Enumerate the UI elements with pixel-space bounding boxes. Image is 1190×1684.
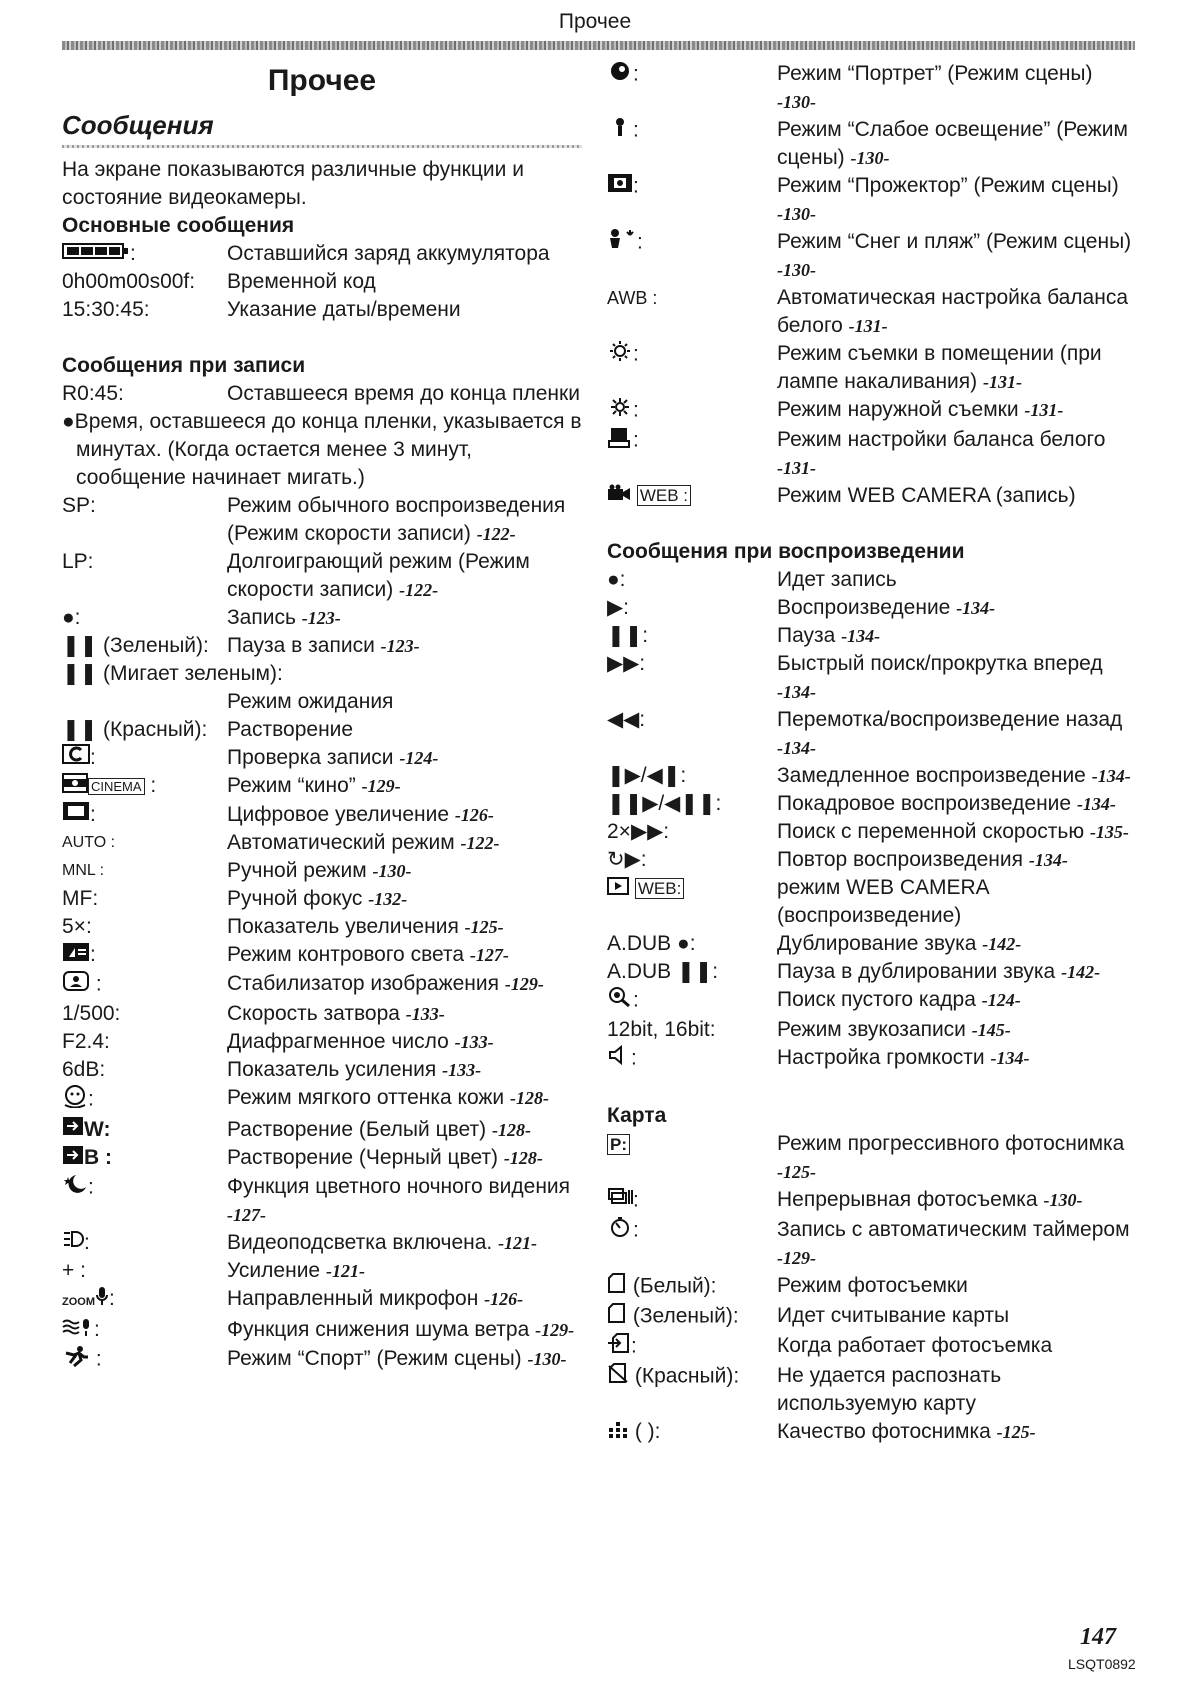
record-row [62, 632, 582, 660]
record-row: : Стабилизатор изображения -129- [62, 970, 582, 1000]
snow-beach-icon [607, 228, 637, 258]
pb-repeat-desc: Повтор воспроизведения [777, 848, 1029, 872]
fade-black-desc: Растворение (Черный цвет) [227, 1146, 504, 1170]
awb-desc: Автоматическая настройка баланса белого [777, 286, 1129, 337]
page-ref: -127- [469, 945, 509, 966]
playback-row [607, 874, 1132, 930]
pb-pause-key: ❚❚: [607, 624, 649, 648]
night-view-icon [62, 1173, 88, 1203]
page-ref: -145- [971, 1020, 1011, 1041]
mnl-key: MNL : [62, 862, 105, 880]
remaining-desc: Оставшееся время до конца пленки [227, 382, 580, 405]
left-column [62, 60, 582, 1375]
spotlight-key: : [633, 174, 639, 198]
playback-row [607, 566, 1132, 594]
pb-slow-desc: Замедленное воспроизведение [777, 764, 1092, 788]
page-ref: -134- [1076, 794, 1116, 815]
web-record-key: WEB : [637, 485, 691, 506]
page-ref: -133- [442, 1059, 482, 1080]
standby-desc: Режим ожидания [227, 690, 394, 713]
record-row: : Режим контрового света -127- [62, 941, 582, 969]
mf-desc: Ручной фокус [227, 887, 369, 911]
record-row [62, 380, 582, 408]
intro-text: На экране показываются различные функции и состояние видеокамеры. [62, 158, 524, 209]
wb-row [607, 426, 1132, 482]
page-ref: -126- [484, 1289, 524, 1310]
card-green-key: (Зеленый): [632, 1305, 739, 1328]
fade-black-key: B : [84, 1146, 112, 1170]
stabilizer-desc: Стабилизатор изображения [227, 971, 505, 995]
card-burst-key: : [633, 1189, 639, 1212]
record-row [62, 913, 582, 941]
card-white-icon [607, 1272, 627, 1302]
web-row [607, 482, 1132, 510]
record-messages-title: Сообщения при записи [62, 354, 306, 377]
gain-desc: Показатель усиления [227, 1057, 443, 1081]
page-ref: -129- [504, 973, 544, 994]
page-ref: -131- [982, 372, 1022, 392]
record-row [62, 660, 582, 688]
record-check-icon [62, 744, 90, 772]
playback-row [607, 622, 1132, 650]
playback-row [607, 594, 1132, 622]
card-error-desc: Не удается распознать используемую карту [777, 1364, 1002, 1416]
pb-play-key: ▶: [607, 596, 629, 620]
night-view-desc: Функция цветного ночного видения [227, 1174, 571, 1198]
pb-var-key: 2×▶▶: [607, 820, 670, 844]
record-row [62, 857, 582, 885]
record-row: : Режим мягкого оттенка кожи -128- [62, 1084, 582, 1116]
pb-audio-desc: Режим звукозаписи [777, 1018, 972, 1042]
portrait-desc: Режим “Портрет” (Режим сцены) [777, 62, 1093, 85]
pb-dub-desc: Дублирование звука [777, 932, 983, 956]
playback-row [607, 762, 1132, 790]
page-ref: -134- [841, 626, 881, 647]
record-row: : Цифровое увеличение -126- [62, 801, 582, 829]
fade-white-key: W: [84, 1117, 111, 1141]
page-ref: -124- [399, 748, 439, 768]
page-ref: -125- [464, 917, 504, 938]
basic-row [62, 296, 582, 324]
card-row [607, 1362, 1132, 1418]
page-ref: -123- [380, 636, 420, 656]
card-green-desc: Идет считывание карты [777, 1304, 1010, 1328]
page-ref: -125- [996, 1422, 1036, 1443]
sp-desc: Режим обычного воспроизведения (Режим скорости записи) [227, 494, 566, 545]
record-dot-key: ●: [62, 606, 81, 629]
page-ref: -128- [510, 1087, 549, 1108]
page-ref: -129- [535, 1320, 575, 1341]
pb-var-desc: Поиск с переменной скоростью [777, 820, 1090, 844]
zoom-key: 5×: [62, 915, 92, 939]
right-column [607, 60, 1132, 1447]
mnl-desc: Ручной режим [227, 859, 373, 883]
record-row [62, 829, 582, 857]
pb-web-key: WEB: [635, 878, 684, 899]
section-title: Сообщения [62, 110, 214, 140]
card-timer-desc: Запись с автоматическим таймером [777, 1218, 1130, 1242]
card-quality-desc: Качество фотоснимка [777, 1420, 997, 1444]
page-ref: -130- [372, 861, 412, 882]
card-error-icon [607, 1362, 629, 1392]
page-ref: -127- [227, 1204, 266, 1225]
pause-green-key: ❚❚ (Зеленый): [62, 634, 209, 657]
record-row [62, 1000, 582, 1028]
page-ref: -130- [777, 260, 816, 280]
record-row [62, 1056, 582, 1084]
stabilizer-icon [62, 970, 90, 1000]
snow-beach-key: : [637, 230, 643, 254]
card-white-desc: Режим фотосъемки [777, 1274, 968, 1298]
battery-desc: Оставшийся заряд аккумулятора [227, 242, 550, 265]
battery-icon: : [62, 240, 227, 268]
pb-audio-key: 12bit, 16bit: [607, 1018, 716, 1042]
pause-green-desc: Пауза в записи [227, 634, 381, 657]
record-row: : Функция цветного ночного видения -127- [62, 1173, 582, 1229]
page-ref: -128- [491, 1119, 531, 1140]
page-ref: -133- [405, 1003, 445, 1024]
pb-dub-pause-desc: Пауза в дублировании звука [777, 960, 1062, 984]
microphone-icon [95, 1286, 109, 1314]
portrait-icon [607, 60, 633, 90]
fade-white-icon [62, 1116, 84, 1144]
record-row [62, 1028, 582, 1056]
record-row [62, 1116, 582, 1144]
page-ref: -134- [1028, 850, 1068, 871]
page-ref: -134- [956, 598, 996, 619]
page-number: 147 [1080, 1624, 1116, 1650]
header-rule [62, 41, 1135, 50]
web-record-desc: Режим WEB CAMERA (запись) [777, 484, 1076, 507]
spotlight-desc: Режим “Прожектор” (Режим сцены) [777, 174, 1119, 197]
page-ref: -125- [777, 1162, 816, 1183]
pb-rec-key: ●: [607, 568, 626, 592]
card-progressive-key: P: [607, 1134, 630, 1155]
card-row [607, 1186, 1132, 1216]
page-ref: -130- [777, 204, 816, 224]
page-ref: -142- [982, 934, 1022, 955]
aperture-key: F2.4: [62, 1029, 110, 1053]
pb-frame-desc: Покадровое воспроизведение [777, 792, 1077, 816]
low-light-key: : [633, 118, 639, 142]
page-ref: -134- [1091, 766, 1131, 787]
record-row: : Видеоподсветка включена. -121- [62, 1229, 582, 1257]
fade-white-desc: Растворение (Белый цвет) [227, 1117, 492, 1141]
record-row: CINEMA : Режим “кино” -129- [62, 772, 582, 800]
blank-search-icon [607, 986, 633, 1016]
record-row [62, 885, 582, 913]
record-row [62, 716, 582, 744]
auto-desc: Автоматический режим [227, 831, 461, 855]
pb-dub-key: A.DUB ●: [607, 932, 696, 956]
card-progressive-desc: Режим прогрессивного фотоснимка [777, 1132, 1125, 1156]
zoom-mic-key: ZOOM [62, 1296, 95, 1309]
page-ref: -129- [361, 776, 401, 797]
playback-row [607, 846, 1132, 874]
pb-slow-key: ❚▶/◀❚: [607, 764, 687, 788]
cinema-label: CINEMA [88, 778, 145, 795]
page-ref: -134- [990, 1048, 1030, 1069]
portrait-key: : [633, 62, 639, 86]
pb-blank-desc: Поиск пустого кадра [777, 988, 982, 1012]
outdoor-sun-icon [607, 396, 633, 426]
record-row: ZOOM : Направленный микрофон -126- [62, 1285, 582, 1316]
page-ref: -122- [460, 833, 500, 854]
indoor-desc: Режим съемки в помещении (при лампе накаливания) [777, 342, 1102, 393]
pb-frame-key: ❚❚▶/◀❚❚: [607, 792, 722, 816]
playback-row [607, 706, 1132, 762]
timecode-key: 0h00m00s00f: [62, 270, 196, 293]
scene-row [607, 116, 1132, 172]
sports-mode-icon [62, 1345, 90, 1375]
pb-pause-desc: Пауза [777, 624, 842, 648]
page-ref: -131- [848, 316, 888, 336]
pb-ff-desc: Быстрый поиск/прокрутка вперед [777, 652, 1103, 676]
playback-row [607, 1016, 1132, 1044]
page-ref: -126- [454, 804, 494, 825]
pb-rew-key: ◀◀: [607, 708, 646, 732]
card-row [607, 1272, 1132, 1302]
video-light-desc: Видеоподсветка включена. [227, 1230, 499, 1254]
card-row [607, 1130, 1132, 1186]
pb-rew-desc: Перемотка/воспроизведение назад [777, 708, 1123, 732]
card-white-key: (Белый): [632, 1275, 717, 1298]
self-timer-icon [607, 1216, 633, 1246]
zoom-mic-desc: Направленный микрофон [227, 1287, 485, 1311]
playback-row [607, 818, 1132, 846]
gain-key: 6dB: [62, 1057, 106, 1081]
boost-key: + : [62, 1259, 86, 1283]
digital-zoom-icon [62, 801, 90, 829]
low-light-icon [607, 116, 633, 146]
page-ref: -121- [325, 1261, 365, 1282]
card-timer-key: : [633, 1219, 639, 1242]
lp-key: LP: [62, 550, 94, 573]
pb-web-desc: режим WEB CAMERA (воспроизведение) [777, 876, 989, 928]
wb-row [607, 284, 1132, 340]
pb-volume-desc: Настройка громкости [777, 1046, 991, 1070]
pb-dub-pause-key: A.DUB ❚❚: [607, 960, 719, 984]
sp-key: SP: [62, 494, 96, 517]
awb-key: AWB : [607, 288, 658, 308]
playback-row [607, 1044, 1132, 1074]
manual-wb-desc: Режим настройки баланса белого [777, 428, 1106, 451]
page-ref: -134- [777, 682, 816, 703]
card-row [607, 1302, 1132, 1332]
zoom-desc: Показатель увеличения [227, 915, 465, 939]
video-light-icon [62, 1229, 84, 1257]
spotlight-icon [607, 172, 633, 202]
cinema-icon [62, 773, 88, 801]
timecode-desc: Временной код [227, 270, 376, 293]
backlight-desc: Режим контрового света [227, 943, 470, 967]
wind-cut-icon [62, 1317, 94, 1345]
page-ref: -123- [301, 608, 341, 628]
soft-skin-desc: Режим мягкого оттенка кожи [227, 1085, 510, 1109]
pb-repeat-key: ↻▶: [607, 848, 647, 872]
record-check-desc: Проверка записи [227, 746, 400, 769]
camera-icon [607, 482, 631, 510]
burst-icon [607, 1186, 633, 1216]
sports-desc: Режим “Спорт” (Режим сцены) [227, 1346, 528, 1370]
scene-row [607, 172, 1132, 228]
playback-messages-title: Сообщения при воспроизведении [607, 540, 965, 564]
basic-row [62, 268, 582, 296]
card-row [607, 1216, 1132, 1272]
card-writing-icon [607, 1332, 631, 1362]
pb-play-desc: Воспроизведение [777, 596, 957, 620]
record-desc: Запись [227, 606, 302, 629]
running-header: Прочее [558, 10, 632, 33]
page-ref: -133- [454, 1031, 494, 1052]
basic-row [62, 240, 582, 268]
auto-key: AUTO : [62, 834, 116, 852]
mf-key: MF: [62, 887, 99, 911]
manual-wb-icon [607, 426, 633, 456]
cinema-desc: Режим “кино” [227, 774, 362, 798]
record-row [62, 548, 582, 604]
volume-icon [607, 1044, 631, 1074]
card-title: Карта [607, 1104, 667, 1128]
remaining-note: ●Время, оставшееся до конца пленки, указывается в минутах. (Когда остается менее 3 минут, сообщение начинает мигать.) [62, 410, 582, 489]
wb-row [607, 396, 1132, 426]
record-row: : Функция снижения шума ветра -129- [62, 1316, 582, 1344]
page-ref: -135- [1089, 822, 1129, 843]
record-row: : Проверка записи -124- [62, 744, 582, 772]
playback-row [607, 650, 1132, 706]
page-ref: -134- [777, 738, 816, 759]
page-ref: -130- [527, 1348, 567, 1369]
backlight-icon [62, 942, 90, 970]
page-ref: -124- [981, 990, 1021, 1011]
indoor-bulb-icon [607, 340, 633, 370]
remaining-key: R0:45: [62, 382, 124, 405]
quality-icon [607, 1419, 629, 1447]
page-ref: -142- [1061, 962, 1101, 983]
scene-row [607, 60, 1132, 116]
page-ref: -128- [503, 1148, 543, 1169]
page-ref: -132- [368, 889, 408, 910]
pb-rec-desc: Идет запись [777, 568, 897, 592]
card-writing-key: : [631, 1335, 637, 1358]
manual-wb-key: : [633, 428, 639, 452]
playback-row [607, 930, 1132, 958]
datetime-key: 15:30:45: [62, 298, 150, 321]
pause-blink-key: ❚❚ (Мигает зеленым): [62, 662, 283, 685]
lp-desc: Долгоиграющий режим (Режим скорости записи) [227, 550, 530, 601]
page-ref: -131- [777, 458, 816, 478]
page-ref: -131- [1024, 400, 1064, 420]
page-ref: -130- [777, 92, 816, 112]
shutter-key: 1/500: [62, 1001, 121, 1025]
playback-row [607, 790, 1132, 818]
page-ref: -129- [777, 1248, 816, 1269]
fade-black-icon [62, 1145, 84, 1173]
scene-row [607, 228, 1132, 284]
indoor-key: : [633, 342, 639, 366]
page-ref: -130- [1043, 1190, 1083, 1211]
page-ref: -122- [476, 524, 516, 544]
card-row [607, 1418, 1132, 1446]
card-green-icon [607, 1302, 627, 1332]
page-ref: -122- [399, 580, 439, 600]
outdoor-key: : [633, 398, 639, 422]
digital-zoom-desc: Цифровое увеличение [227, 802, 455, 826]
shutter-desc: Скорость затвора [227, 1001, 406, 1025]
wind-cut-desc: Функция снижения шума ветра [227, 1318, 536, 1342]
record-row: : Режим “Спорт” (Режим сцены) -130- [62, 1345, 582, 1375]
document-code: LSQT0892 [1068, 1656, 1136, 1672]
page-ref: -121- [498, 1232, 538, 1253]
pb-ff-key: ▶▶: [607, 652, 646, 676]
fade-desc: Растворение [227, 718, 354, 741]
pb-volume-key: : [631, 1047, 637, 1070]
wb-row [607, 340, 1132, 396]
page-title: Прочее [267, 64, 377, 97]
section-rule [62, 145, 582, 148]
datetime-desc: Указание даты/времени [227, 298, 461, 321]
card-quality-key: ( ): [634, 1420, 661, 1444]
record-row [62, 1257, 582, 1285]
card-burst-desc: Непрерывная фотосъемка [777, 1188, 1044, 1212]
card-error-key: (Красный): [634, 1365, 740, 1388]
aperture-desc: Диафрагменное число [227, 1029, 455, 1053]
playback-row [607, 986, 1132, 1016]
outdoor-desc: Режим наружной съемки [777, 398, 1025, 421]
basic-messages-title: Основные сообщения [62, 214, 295, 237]
snow-beach-desc: Режим “Снег и пляж” (Режим сцены) [777, 230, 1132, 253]
boost-desc: Усиление [227, 1259, 326, 1283]
low-light-desc: Режим “Слабое освещение” (Режим сцены) [777, 118, 1128, 169]
record-row [62, 604, 582, 632]
soft-skin-icon [62, 1084, 88, 1116]
playback-row [607, 958, 1132, 986]
pb-blank-key: : [633, 989, 639, 1012]
pause-red-key: ❚❚ (Красный): [62, 718, 208, 741]
play-box-icon [607, 875, 629, 903]
card-writing-desc: Когда работает фотосъемка [777, 1334, 1053, 1358]
card-row [607, 1332, 1132, 1362]
record-row [62, 1144, 582, 1172]
record-row [62, 492, 582, 548]
page-ref: -130- [850, 148, 890, 168]
